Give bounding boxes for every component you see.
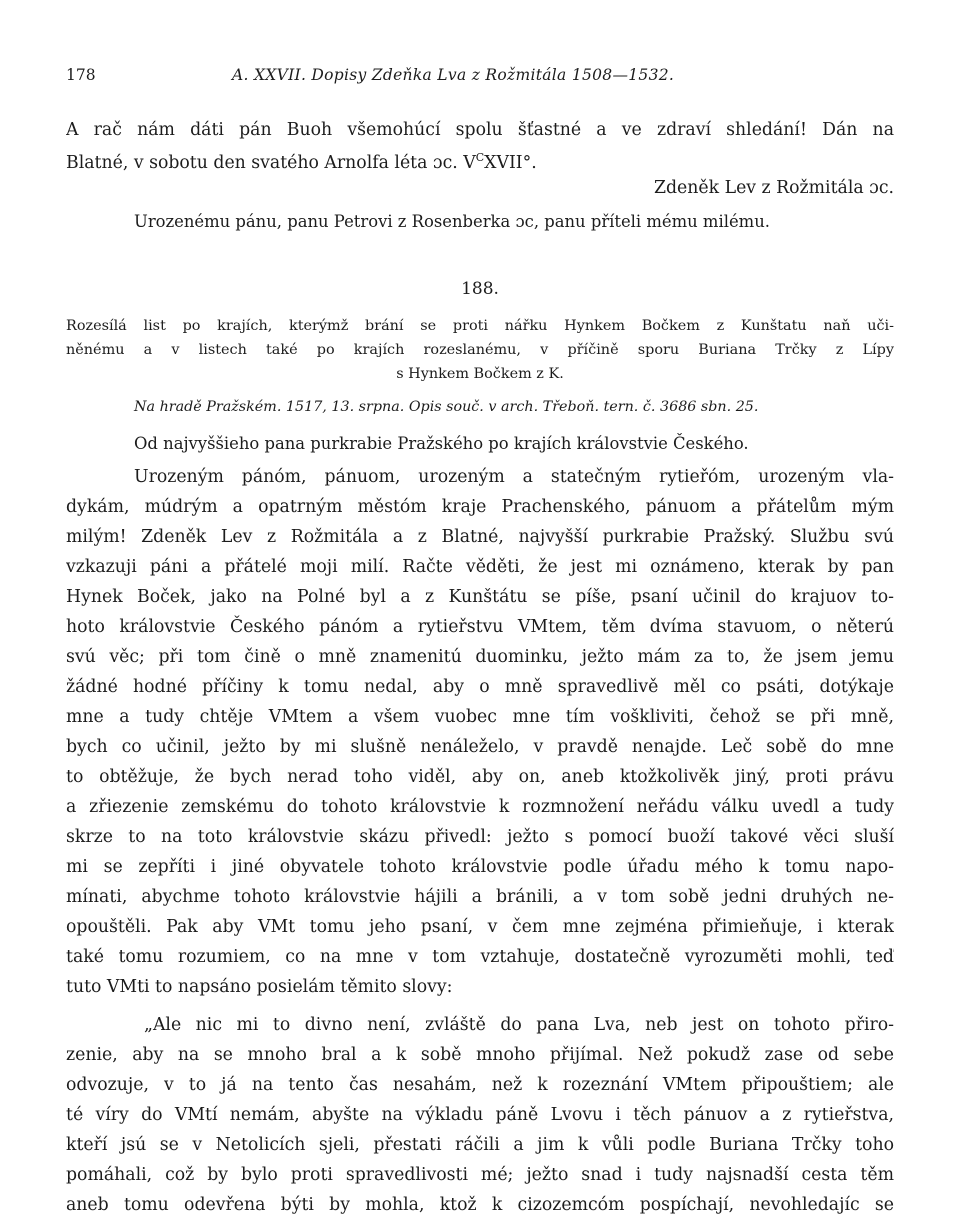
body-line: mínati, abychme tohoto královstvie hájili a bránili, a v tom sobě jedni druhých ne- (66, 887, 894, 907)
quote-line: aneb tomu odevřena býti by mohla, ktož k cizozemcóm pospíchají, nevohledajíc se (66, 1195, 894, 1215)
body-line: mi se zepříti i jiné obyvatele tohoto královstvie podle úřadu mého k tomu napo- (66, 857, 894, 877)
body-line: milým! Zdeněk Lev z Rožmitála a z Blatné, najvyšší purkrabie Pražský. Službu svú (66, 527, 894, 547)
quote-line: zenie, aby na se mnoho bral a k sobě mnoho přijímal. Než pokudž zase od sebe (66, 1045, 894, 1065)
body-line: Hynek Boček, jako na Polné byl a z Kunštátu se píše, psaní učinil do krajuov to- (66, 587, 894, 607)
body-line: bych co učinil, ježto by mi slušně nenáleželo, v pravdě nenajde. Leč sobě do mne (66, 737, 894, 757)
letter-summary-line: něnému a v listech také po krajích rozeslanému, v příčině sporu Buriana Trčky z Lípy (66, 342, 894, 358)
salutation: Od najvyššieho pana purkrabie Pražského po krajích královstvie Českého. (134, 434, 749, 453)
body-line: mne a tudy chtěje VMtem a všem vuobec mne tím voškliviti, čehož se při mně, (66, 707, 894, 727)
body-line: také tomu rozumiem, co na mne v tom vztahuje, dostatečně vyrozuměti mohli, teď (66, 947, 894, 967)
body-line: to obtěžuje, že bych nerad toho viděl, aby on, aneb ktožkolivěk jiný, proti právu (66, 767, 894, 787)
body-line: hoto královstvie Českého pánóm a rytieřstvu VMtem, těm dvíma stavuom, o něterú (66, 617, 894, 637)
body-line: opouštěli. Pak aby VMt tomu jeho psaní, v čem mne zejména přimieňuje, i kterak (66, 917, 894, 937)
page-number: 178 (66, 66, 96, 84)
body-line: žádné hodné příčiny k tomu nedal, aby o mně spravedlivě měl co psáti, dotýkaje (66, 677, 894, 697)
body-line: tuto VMti to napsáno posielám těmito slovy: (66, 977, 453, 997)
quote-line: pomáhali, což by bylo proti spravedlivosti mé; ježto snad i tudy najsnadší cesta těm (66, 1165, 894, 1185)
address: Urozenému pánu, panu Petrovi z Rosenberka ɔc, panu příteli mému milému. (134, 212, 770, 231)
quote-line: „Ale nic mi to divno není, zvláště do pana Lva, neb jest on tohoto přiro- (144, 1015, 894, 1035)
quote-line: té víry do VMtí nemám, abyšte na výkladu páně Lvovu i těch pánuov a z rytieřstva, (66, 1105, 894, 1125)
body-line: Urozeným pánóm, pánuom, urozeným a statečným rytieřóm, urozeným vla- (134, 467, 894, 487)
page-header (66, 66, 894, 90)
body-line: a zřiezenie zemskému do tohoto královstvie k rozmnožení neřádu válku uvedl a tudy (66, 797, 894, 817)
letter-summary-line: Rozesílá list po krajích, kterýmž brání se proti nářku Hynkem Bočkem z Kunštatu naň uči- (66, 318, 894, 334)
body-line: vzkazuji páni a přátelé moji milí. Račte věděti, že jest mi oznámeno, kterak by pan (66, 557, 894, 577)
source-note: Na hradě Pražském. 1517, 13. srpna. Opis souč. v arch. Třeboň. tern. č. 3686 sbn. 25. (134, 399, 759, 415)
body-line: skrze to na toto královstvie skázu přivedl: ježto s pomocí buoží takové věci sluší (66, 827, 894, 847)
quote-line: odvozuje, v to já na tento čas nesahám, než k rozeznání VMtem připouštiem; ale (66, 1075, 894, 1095)
quote-line: kteří jsú se v Netolicích sjeli, přestati ráčili a jim k vůli podle Buriana Trčky toho (66, 1135, 894, 1155)
prev-letter-line: Blatné, v sobotu den svatého Arnolfa léta ɔc. $V^CXVII^\circ$. (66, 151, 537, 173)
body-line: dykám, múdrým a opatrným městóm kraje Prachenského, pánuom a přátelům mým (66, 497, 894, 517)
body-line: svú věc; při tom čině o mně znamenitú duominku, ježto mám za to, že jsem jemu (66, 647, 894, 667)
letter-number: 188. (461, 279, 499, 299)
running-title: A. XXVII. Dopisy Zdeňka Lva z Rožmitála 1508—1532. (232, 66, 675, 84)
letter-summary-line: s Hynkem Bočkem z K. (396, 366, 564, 382)
prev-letter-line: A rač nám dáti pán Buoh všemohúcí spolu šťastné a ve zdraví shledání! Dán na (66, 120, 894, 140)
signature: Zdeněk Lev z Rožmitála ɔc. (653, 178, 894, 198)
